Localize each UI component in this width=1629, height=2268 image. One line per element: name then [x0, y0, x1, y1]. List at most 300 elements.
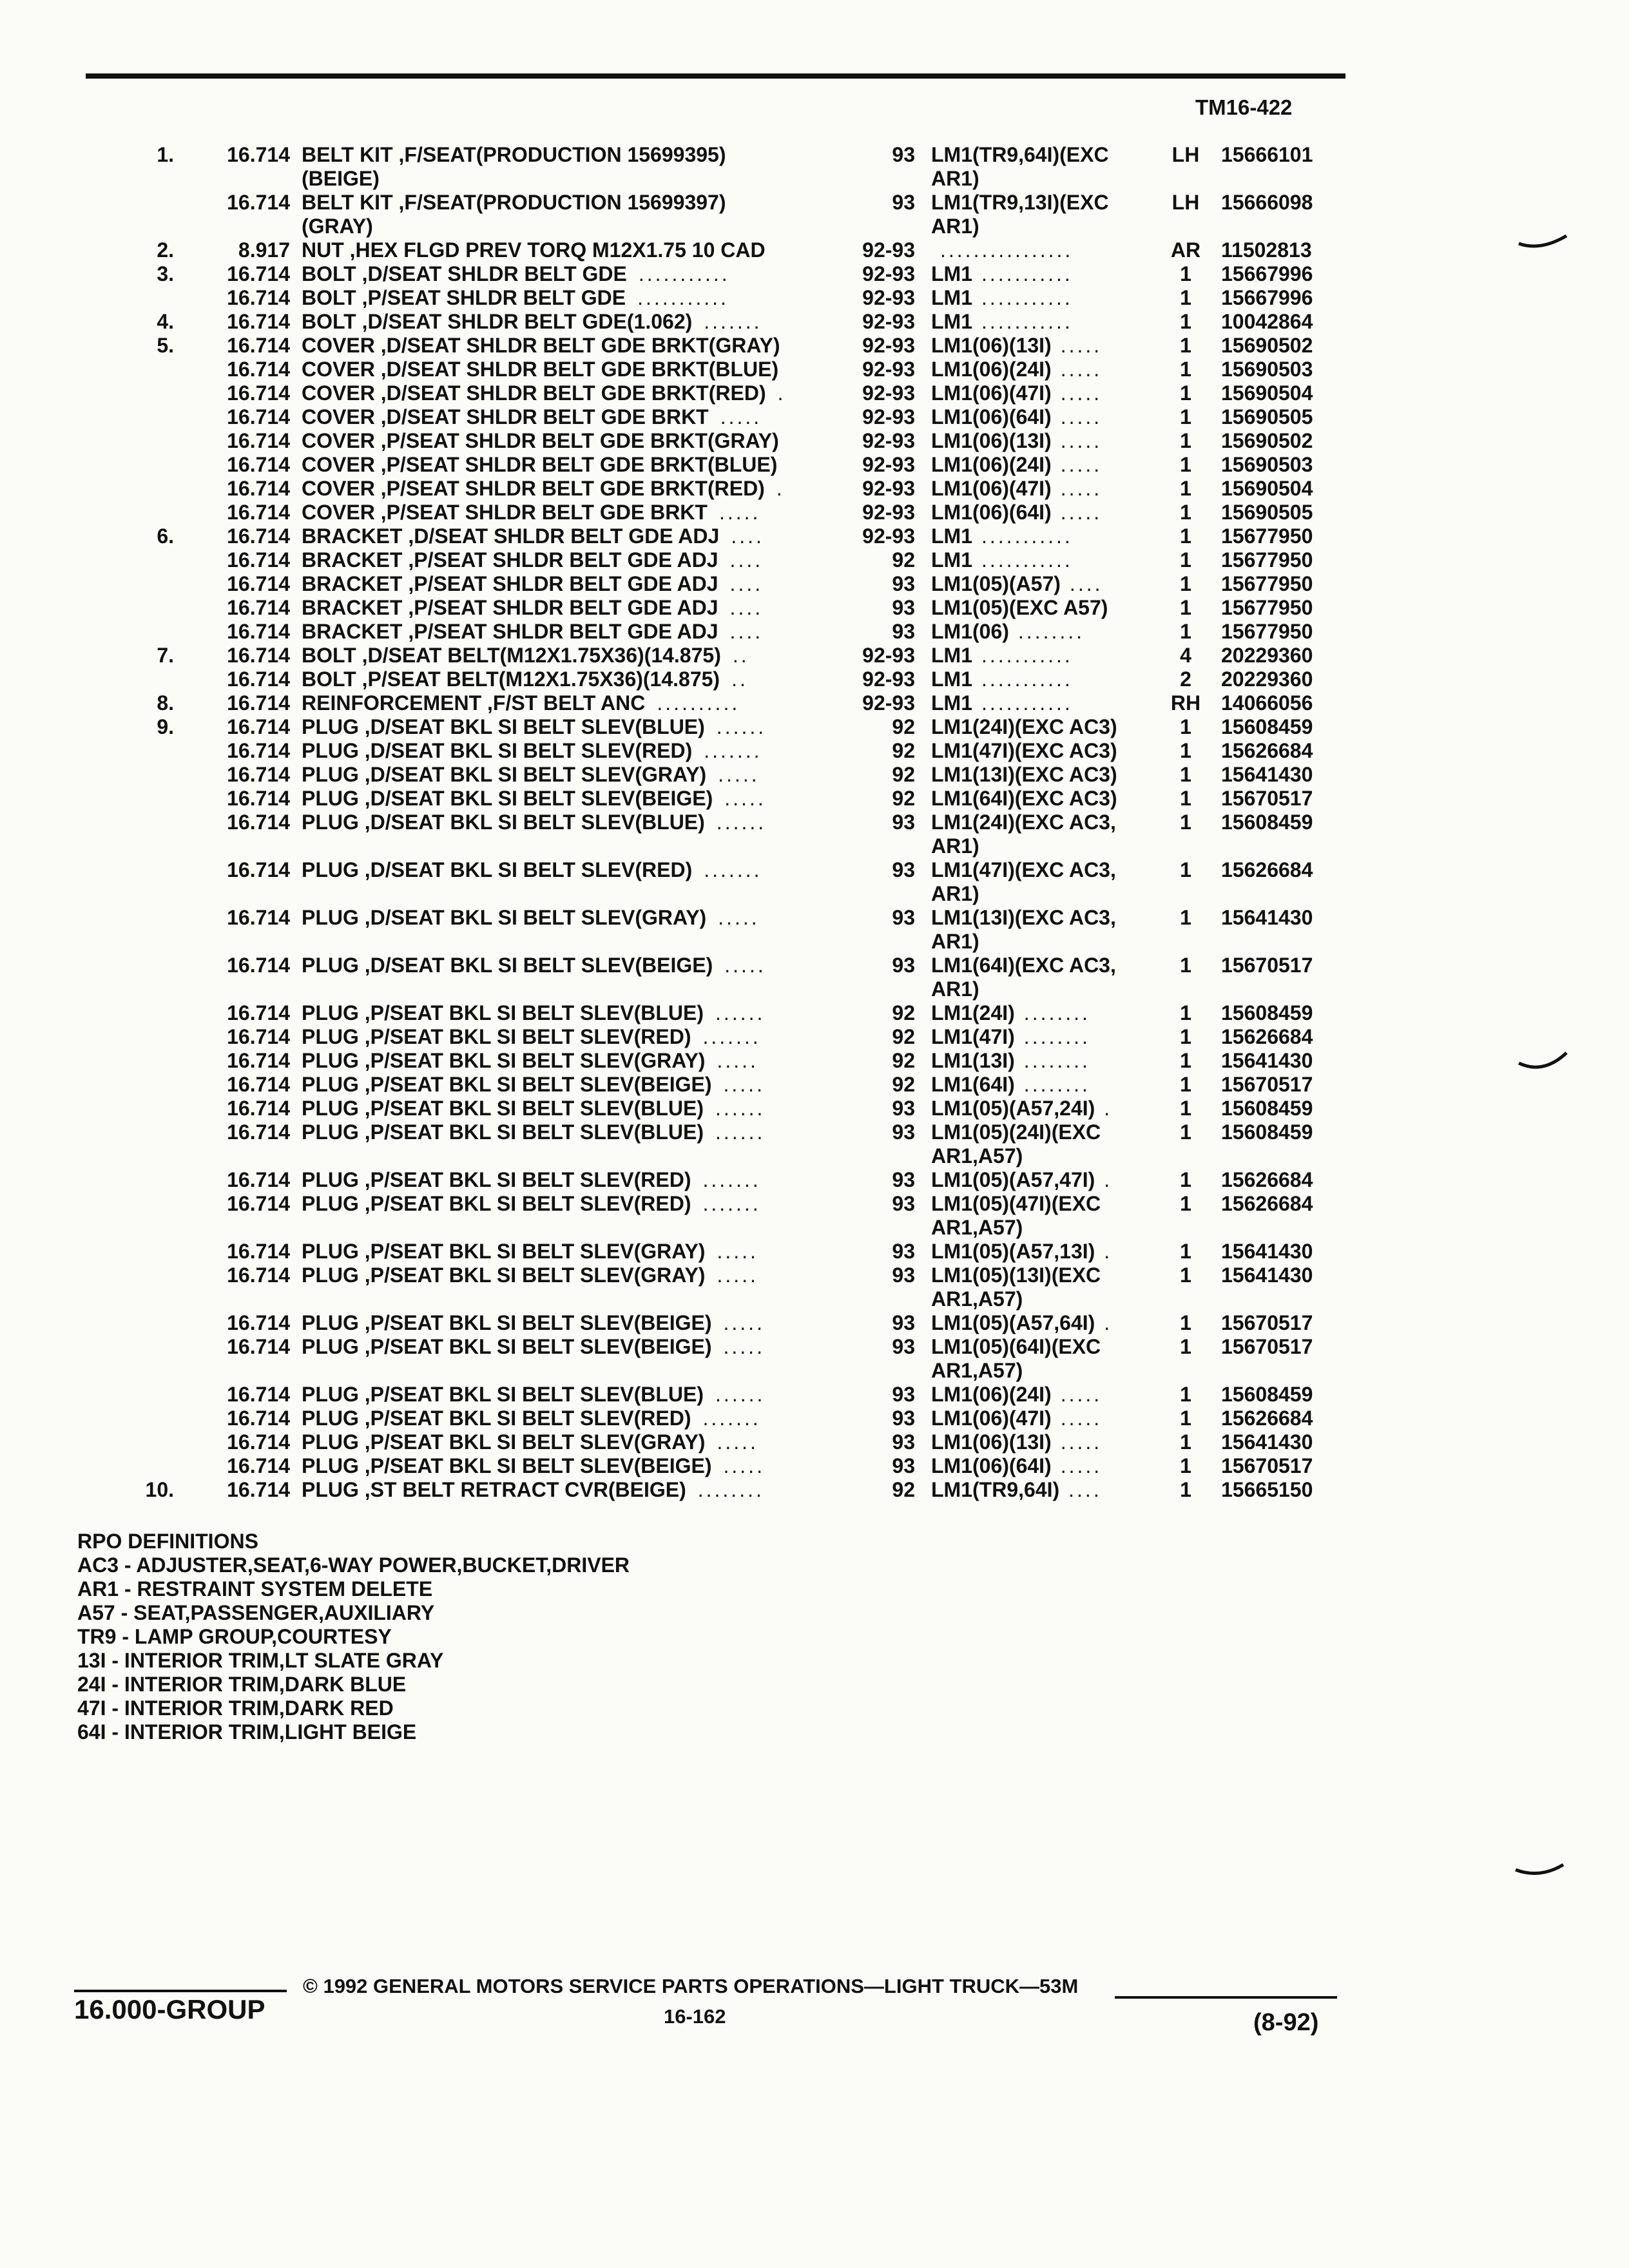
- model-years: [841, 191, 915, 215]
- part-description-text: BELT KIT ,F/SEAT(PRODUCTION 15699395): [302, 143, 726, 166]
- leader-dots: ....: [729, 548, 764, 572]
- quantity-text: 1: [1180, 1049, 1191, 1072]
- item-key: [129, 334, 174, 358]
- leader-dots: ...........: [981, 262, 1073, 285]
- model-years-text: 92: [892, 715, 915, 738]
- model-years-text: 93: [892, 1168, 915, 1191]
- quantity-text: RH: [1170, 691, 1201, 715]
- group-number-text: 16.714: [227, 405, 290, 428]
- part-description: [302, 858, 836, 882]
- usage-code-text: LM1(05)(24I)(EXC: [931, 1120, 1101, 1144]
- part-description: [302, 1240, 836, 1264]
- usage-code-text: AR1): [931, 930, 979, 953]
- leader-dots: .....: [1060, 381, 1103, 405]
- margin-mark: [1514, 1862, 1566, 1881]
- usage-code: [931, 858, 1160, 882]
- part-number: [1221, 334, 1350, 358]
- part-number-text: 15665150: [1221, 1478, 1313, 1501]
- usage-code: [931, 191, 1160, 215]
- model-years-text: 93: [892, 143, 915, 166]
- part-description: [302, 763, 836, 787]
- group-number: [174, 739, 290, 763]
- usage-code: [931, 572, 1160, 596]
- part-description: [302, 739, 836, 763]
- quantity: [1163, 691, 1208, 715]
- model-years-text: 92: [892, 1478, 915, 1501]
- usage-code: [931, 1454, 1160, 1478]
- model-years-text: 92: [892, 1073, 915, 1096]
- model-years-text: 92-93: [862, 262, 915, 285]
- leader-dots: .....: [724, 954, 766, 977]
- quantity: [1163, 954, 1208, 977]
- group-number: [174, 358, 290, 381]
- part-number: [1221, 620, 1350, 644]
- model-years: [841, 1049, 915, 1073]
- part-number: [1221, 715, 1350, 739]
- usage-code: [931, 1097, 1160, 1120]
- part-description-text: PLUG ,D/SEAT BKL SI BELT SLEV(BEIGE): [302, 787, 713, 810]
- part-number: [1221, 1454, 1350, 1478]
- part-description-text: PLUG ,ST BELT RETRACT CVR(BEIGE): [302, 1478, 686, 1501]
- part-number-text: 15608459: [1221, 811, 1313, 834]
- part-number-text: 15690503: [1221, 453, 1313, 476]
- quantity: [1163, 238, 1208, 262]
- part-number-text: 15641430: [1221, 1049, 1313, 1072]
- part-number: [1221, 310, 1350, 334]
- part-description: [302, 524, 836, 548]
- leader-dots: .....: [1060, 429, 1103, 452]
- model-years: [841, 1311, 915, 1335]
- quantity-text: 1: [1180, 1430, 1191, 1454]
- quantity: [1163, 763, 1208, 787]
- usage-code-text: AR1): [931, 834, 979, 858]
- model-years-text: 93: [892, 191, 915, 214]
- usage-code: [931, 143, 1160, 167]
- leader-dots: .: [1104, 1311, 1113, 1334]
- model-years: [841, 143, 915, 167]
- usage-code: [931, 548, 1160, 572]
- part-description-text: PLUG ,P/SEAT BKL SI BELT SLEV(GRAY): [302, 1430, 706, 1454]
- leader-dots: ...........: [981, 310, 1073, 333]
- parts-row: [0, 1478, 1629, 1502]
- model-years-text: 93: [892, 858, 915, 881]
- quantity: [1163, 286, 1208, 310]
- part-number-text: 15670517: [1221, 1073, 1313, 1096]
- leader-dots: .......: [702, 1192, 761, 1215]
- catalog-reference: TM16-422: [1195, 95, 1293, 119]
- quantity: [1163, 1025, 1208, 1049]
- leader-dots: ......: [715, 1120, 766, 1144]
- part-number: [1221, 1049, 1350, 1073]
- parts-row: [0, 1407, 1629, 1430]
- part-number-text: 15690502: [1221, 334, 1313, 357]
- model-years-text: 93: [892, 1120, 915, 1144]
- model-years: [841, 262, 915, 286]
- part-description-text: BRACKET ,P/SEAT SHLDR BELT GDE ADJ: [302, 548, 718, 572]
- part-number: [1221, 191, 1350, 215]
- part-number-text: 20229360: [1221, 668, 1313, 691]
- part-number-text: 15667996: [1221, 286, 1313, 309]
- quantity-text: 1: [1180, 358, 1191, 381]
- part-number-text: 15626684: [1221, 1168, 1313, 1191]
- part-description: [302, 1264, 836, 1287]
- group-number-text: 16.714: [227, 358, 290, 381]
- quantity-text: 1: [1180, 787, 1191, 810]
- quantity: [1163, 1430, 1208, 1454]
- part-number-text: 15670517: [1221, 787, 1313, 810]
- part-number: [1221, 811, 1350, 834]
- leader-dots: ...........: [638, 262, 730, 285]
- model-years: [841, 1383, 915, 1407]
- part-number-text: 15608459: [1221, 715, 1313, 738]
- part-number: [1221, 858, 1350, 882]
- model-years-text: 93: [892, 1240, 915, 1263]
- group-number-text: 16.714: [227, 1025, 290, 1048]
- quantity-text: 1: [1180, 1240, 1191, 1263]
- part-description: [302, 668, 836, 691]
- quantity-text: 1: [1180, 501, 1191, 524]
- usage-code-text: LM1(06)(47I): [931, 1407, 1052, 1430]
- quantity: [1163, 739, 1208, 763]
- part-number-text: 15677950: [1221, 524, 1313, 548]
- leader-dots: ....: [1069, 572, 1103, 595]
- model-years-text: 93: [892, 1383, 915, 1406]
- top-rule: [86, 73, 1345, 79]
- part-description: [302, 167, 836, 191]
- part-number-text: 15670517: [1221, 1311, 1313, 1334]
- usage-code-text: LM1(05)(A57): [931, 572, 1061, 595]
- model-years: [841, 1120, 915, 1144]
- group-number-text: 16.714: [227, 1073, 290, 1096]
- usage-code-text: LM1(06)(24I): [931, 453, 1052, 476]
- leader-dots: ...........: [981, 668, 1073, 691]
- group-number: [174, 1264, 290, 1287]
- rpo-item: 47I - INTERIOR TRIM,DARK RED: [77, 1696, 394, 1720]
- quantity: [1163, 1073, 1208, 1097]
- part-number: [1221, 1407, 1350, 1430]
- quantity: [1163, 1168, 1208, 1192]
- part-description: [302, 238, 836, 262]
- usage-code-text: LM1(06)(24I): [931, 1383, 1052, 1406]
- usage-code-text: LM1(06): [931, 620, 1009, 643]
- quantity-text: 1: [1180, 906, 1191, 929]
- usage-code: [931, 405, 1160, 429]
- part-description-text: PLUG ,D/SEAT BKL SI BELT SLEV(GRAY): [302, 906, 707, 929]
- usage-code: [931, 1264, 1160, 1287]
- page-number: 16-162: [664, 2005, 726, 2028]
- model-years-text: 93: [892, 954, 915, 977]
- leader-dots: .....: [1060, 358, 1103, 381]
- part-description: [302, 548, 836, 572]
- usage-code-text: AR1,A57): [931, 1216, 1023, 1239]
- part-description: [302, 1192, 836, 1216]
- usage-code-text: LM1(06)(64I): [931, 1454, 1052, 1477]
- parts-row: [0, 620, 1629, 644]
- leader-dots: .....: [1060, 477, 1103, 500]
- part-description-text: REINFORCEMENT ,F/ST BELT ANC: [302, 691, 646, 715]
- part-description: [302, 644, 836, 668]
- usage-code-text: LM1: [931, 286, 972, 309]
- model-years-text: 93: [892, 811, 915, 834]
- part-description-text: PLUG ,P/SEAT BKL SI BELT SLEV(BEIGE): [302, 1454, 712, 1477]
- model-years: [841, 858, 915, 882]
- part-description: [302, 811, 836, 834]
- group-number-text: 16.714: [227, 811, 290, 834]
- usage-code: [931, 1359, 1160, 1383]
- leader-dots: .....: [717, 1430, 758, 1454]
- group-number-text: 16.714: [227, 572, 290, 595]
- part-description: [302, 453, 836, 477]
- leader-dots: .....: [1060, 501, 1103, 524]
- usage-code: [931, 429, 1160, 453]
- group-number-text: 16.714: [227, 787, 290, 810]
- leader-dots: ........: [1023, 1073, 1090, 1096]
- group-number-text: 16.714: [227, 715, 290, 738]
- usage-code: [931, 1216, 1160, 1240]
- parts-row: [0, 238, 1629, 262]
- part-description-text: PLUG ,P/SEAT BKL SI BELT SLEV(BEIGE): [302, 1073, 712, 1096]
- usage-code-text: AR1,A57): [931, 1287, 1023, 1311]
- leader-dots: ..: [731, 668, 748, 691]
- group-number-text: 16.714: [227, 143, 290, 166]
- group-number-text: 16.714: [227, 1240, 290, 1263]
- part-description: [302, 787, 836, 811]
- quantity-text: 1: [1180, 334, 1191, 357]
- model-years-text: 92: [892, 1049, 915, 1072]
- part-number-text: 15641430: [1221, 1264, 1313, 1287]
- usage-code-text: AR1,A57): [931, 1144, 1023, 1168]
- group-number-text: 16.714: [227, 739, 290, 762]
- part-description: [302, 1478, 836, 1502]
- parts-row: [0, 858, 1629, 882]
- parts-row: [0, 1216, 1629, 1240]
- model-years-text: 93: [892, 1192, 915, 1215]
- part-description-text: PLUG ,P/SEAT BKL SI BELT SLEV(GRAY): [302, 1264, 706, 1287]
- leader-dots: .....: [1060, 1407, 1103, 1430]
- leader-dots: ......: [715, 1097, 766, 1120]
- part-description-text: BOLT ,P/SEAT SHLDR BELT GDE: [302, 286, 626, 309]
- part-description-text: BRACKET ,P/SEAT SHLDR BELT GDE ADJ: [302, 596, 718, 619]
- usage-code-text: AR1): [931, 977, 979, 1001]
- parts-row: [0, 691, 1629, 715]
- usage-code: [931, 1001, 1160, 1025]
- part-number-text: 15608459: [1221, 1383, 1313, 1406]
- quantity-text: 1: [1180, 1001, 1191, 1024]
- model-years: [841, 787, 915, 811]
- quantity-text: LH: [1171, 143, 1200, 166]
- usage-code-text: LM1(47I)(EXC AC3,: [931, 858, 1116, 881]
- part-number-text: 15626684: [1221, 739, 1313, 762]
- part-description: [302, 954, 836, 977]
- usage-code-text: LM1: [931, 524, 972, 548]
- parts-row: [0, 358, 1629, 381]
- item-key-text: 3.: [157, 262, 174, 285]
- group-number-text: 16.714: [227, 1383, 290, 1406]
- part-description: [302, 215, 836, 238]
- leader-dots: .......: [702, 1168, 761, 1191]
- part-number: [1221, 238, 1350, 262]
- usage-code: [931, 668, 1160, 691]
- group-number: [174, 1192, 290, 1216]
- usage-code: [931, 1120, 1160, 1144]
- group-number-text: 16.714: [227, 286, 290, 309]
- model-years-text: 93: [892, 1430, 915, 1454]
- leader-dots: ....: [729, 620, 764, 643]
- quantity-text: 1: [1180, 453, 1191, 476]
- usage-code: [931, 1168, 1160, 1192]
- part-number: [1221, 1478, 1350, 1502]
- usage-code: [931, 1073, 1160, 1097]
- part-number: [1221, 548, 1350, 572]
- part-number-text: 11502813: [1221, 238, 1312, 262]
- quantity-text: 1: [1180, 572, 1191, 595]
- part-description: [302, 1454, 836, 1478]
- quantity: [1163, 1407, 1208, 1430]
- parts-row: [0, 191, 1629, 215]
- part-number: [1221, 572, 1350, 596]
- part-description: [302, 310, 836, 334]
- part-description: [302, 1407, 836, 1430]
- usage-code-text: LM1(05)(64I)(EXC: [931, 1335, 1101, 1358]
- part-description-text: COVER ,D/SEAT SHLDR BELT GDE BRKT(RED): [302, 381, 766, 405]
- leader-dots: .......: [704, 858, 762, 881]
- model-years: [841, 739, 915, 763]
- leader-dots: ......: [715, 1001, 766, 1024]
- quantity-text: 1: [1180, 405, 1191, 428]
- model-years-text: 92-93: [862, 691, 915, 715]
- leader-dots: ...........: [981, 691, 1073, 715]
- part-description-text: PLUG ,P/SEAT BKL SI BELT SLEV(BEIGE): [302, 1311, 712, 1334]
- group-number: [174, 787, 290, 811]
- usage-code-text: LM1(05)(A57,24I): [931, 1097, 1095, 1120]
- quantity-text: 1: [1180, 548, 1191, 572]
- usage-code-text: LM1(05)(13I)(EXC: [931, 1264, 1101, 1287]
- usage-code-text: LM1(06)(13I): [931, 334, 1052, 357]
- part-number-text: 15670517: [1221, 1335, 1313, 1358]
- quantity: [1163, 1335, 1208, 1359]
- quantity: [1163, 1311, 1208, 1335]
- parts-row: [0, 286, 1629, 310]
- quantity-text: 1: [1180, 429, 1191, 452]
- part-description: [302, 1144, 836, 1168]
- parts-row: [0, 477, 1629, 501]
- part-description: [302, 334, 836, 358]
- group-number: [174, 429, 290, 453]
- part-description-text: PLUG ,P/SEAT BKL SI BELT SLEV(BLUE): [302, 1001, 704, 1024]
- usage-code: [931, 1192, 1160, 1216]
- leader-dots: .......: [702, 1407, 761, 1430]
- item-key-text: 6.: [157, 524, 174, 548]
- part-number-text: 15666098: [1221, 191, 1313, 214]
- part-description-text: PLUG ,P/SEAT BKL SI BELT SLEV(BLUE): [302, 1120, 704, 1144]
- quantity: [1163, 787, 1208, 811]
- group-number: [174, 906, 290, 930]
- leader-dots: ........: [1023, 1025, 1090, 1048]
- footer-rule-left: [74, 1990, 287, 1992]
- leader-dots: .....: [723, 1454, 765, 1477]
- quantity-text: 1: [1180, 763, 1191, 786]
- group-number: [174, 1049, 290, 1073]
- model-years: [841, 1478, 915, 1502]
- usage-code: [931, 1025, 1160, 1049]
- usage-code-text: AR1): [931, 882, 979, 905]
- group-number-text: 16.714: [227, 1049, 290, 1072]
- group-number-text: 16.714: [227, 262, 290, 285]
- model-years-text: 92-93: [862, 453, 915, 476]
- usage-code-text: LM1(TR9,64I)(EXC: [931, 143, 1109, 166]
- group-number-text: 16.714: [227, 1001, 290, 1024]
- quantity: [1163, 191, 1208, 215]
- group-number: [174, 620, 290, 644]
- model-years-text: 92-93: [862, 524, 915, 548]
- model-years: [841, 1073, 915, 1097]
- leader-dots: ...........: [637, 286, 729, 309]
- rpo-item: 64I - INTERIOR TRIM,LIGHT BEIGE: [77, 1720, 417, 1744]
- part-description-text: BRACKET ,P/SEAT SHLDR BELT GDE ADJ: [302, 620, 718, 643]
- leader-dots: ........: [697, 1478, 764, 1501]
- part-description-text: PLUG ,P/SEAT BKL SI BELT SLEV(RED): [302, 1407, 691, 1430]
- quantity: [1163, 334, 1208, 358]
- item-key: [129, 262, 174, 286]
- leader-dots: .....: [723, 1335, 765, 1358]
- part-number-text: 15690504: [1221, 477, 1313, 500]
- part-number-text: 10042864: [1221, 310, 1313, 333]
- part-number: [1221, 381, 1350, 405]
- quantity-text: 1: [1180, 1478, 1191, 1501]
- group-number-text: 16.714: [227, 906, 290, 929]
- part-number-text: 15641430: [1221, 1430, 1313, 1454]
- model-years: [841, 715, 915, 739]
- part-number-text: 15677950: [1221, 596, 1313, 619]
- part-description-text: PLUG ,P/SEAT BKL SI BELT SLEV(GRAY): [302, 1049, 706, 1072]
- leader-dots: .....: [717, 1264, 758, 1287]
- parts-row: [0, 143, 1629, 167]
- group-number-text: 16.714: [227, 501, 290, 524]
- group-number: [174, 668, 290, 691]
- quantity: [1163, 548, 1208, 572]
- quantity-text: 1: [1180, 1454, 1191, 1477]
- rpo-heading: RPO DEFINITIONS: [77, 1530, 258, 1553]
- usage-code-text: LM1(06)(64I): [931, 501, 1052, 524]
- group-number-text: 16.714: [227, 1097, 290, 1120]
- part-description-text: PLUG ,D/SEAT BKL SI BELT SLEV(GRAY): [302, 763, 707, 786]
- model-years-text: 92-93: [862, 334, 915, 357]
- group-number: [174, 954, 290, 977]
- model-years: [841, 1240, 915, 1264]
- group-number-text: 16.714: [227, 1192, 290, 1215]
- part-description-text: PLUG ,P/SEAT BKL SI BELT SLEV(BEIGE): [302, 1335, 712, 1358]
- quantity-text: 1: [1180, 1192, 1191, 1215]
- part-description: [302, 1049, 836, 1073]
- usage-code-text: LM1(06)(47I): [931, 477, 1052, 500]
- leader-dots: ........: [1017, 620, 1085, 643]
- part-number: [1221, 596, 1350, 620]
- part-number: [1221, 477, 1350, 501]
- part-number-text: 15626684: [1221, 1407, 1313, 1430]
- parts-row: [0, 167, 1629, 191]
- quantity-text: AR: [1170, 238, 1201, 262]
- group-number-text: 16.714: [227, 954, 290, 977]
- usage-code-text: LM1(24I): [931, 1001, 1015, 1024]
- usage-code: [931, 739, 1160, 763]
- part-number-text: 15608459: [1221, 1120, 1313, 1144]
- leader-dots: .....: [1060, 334, 1103, 357]
- usage-code: [931, 524, 1160, 548]
- usage-code-text: LM1(05)(A57,47I): [931, 1168, 1095, 1191]
- quantity-text: 4: [1180, 644, 1191, 667]
- part-description: [302, 405, 836, 429]
- group-number: [174, 405, 290, 429]
